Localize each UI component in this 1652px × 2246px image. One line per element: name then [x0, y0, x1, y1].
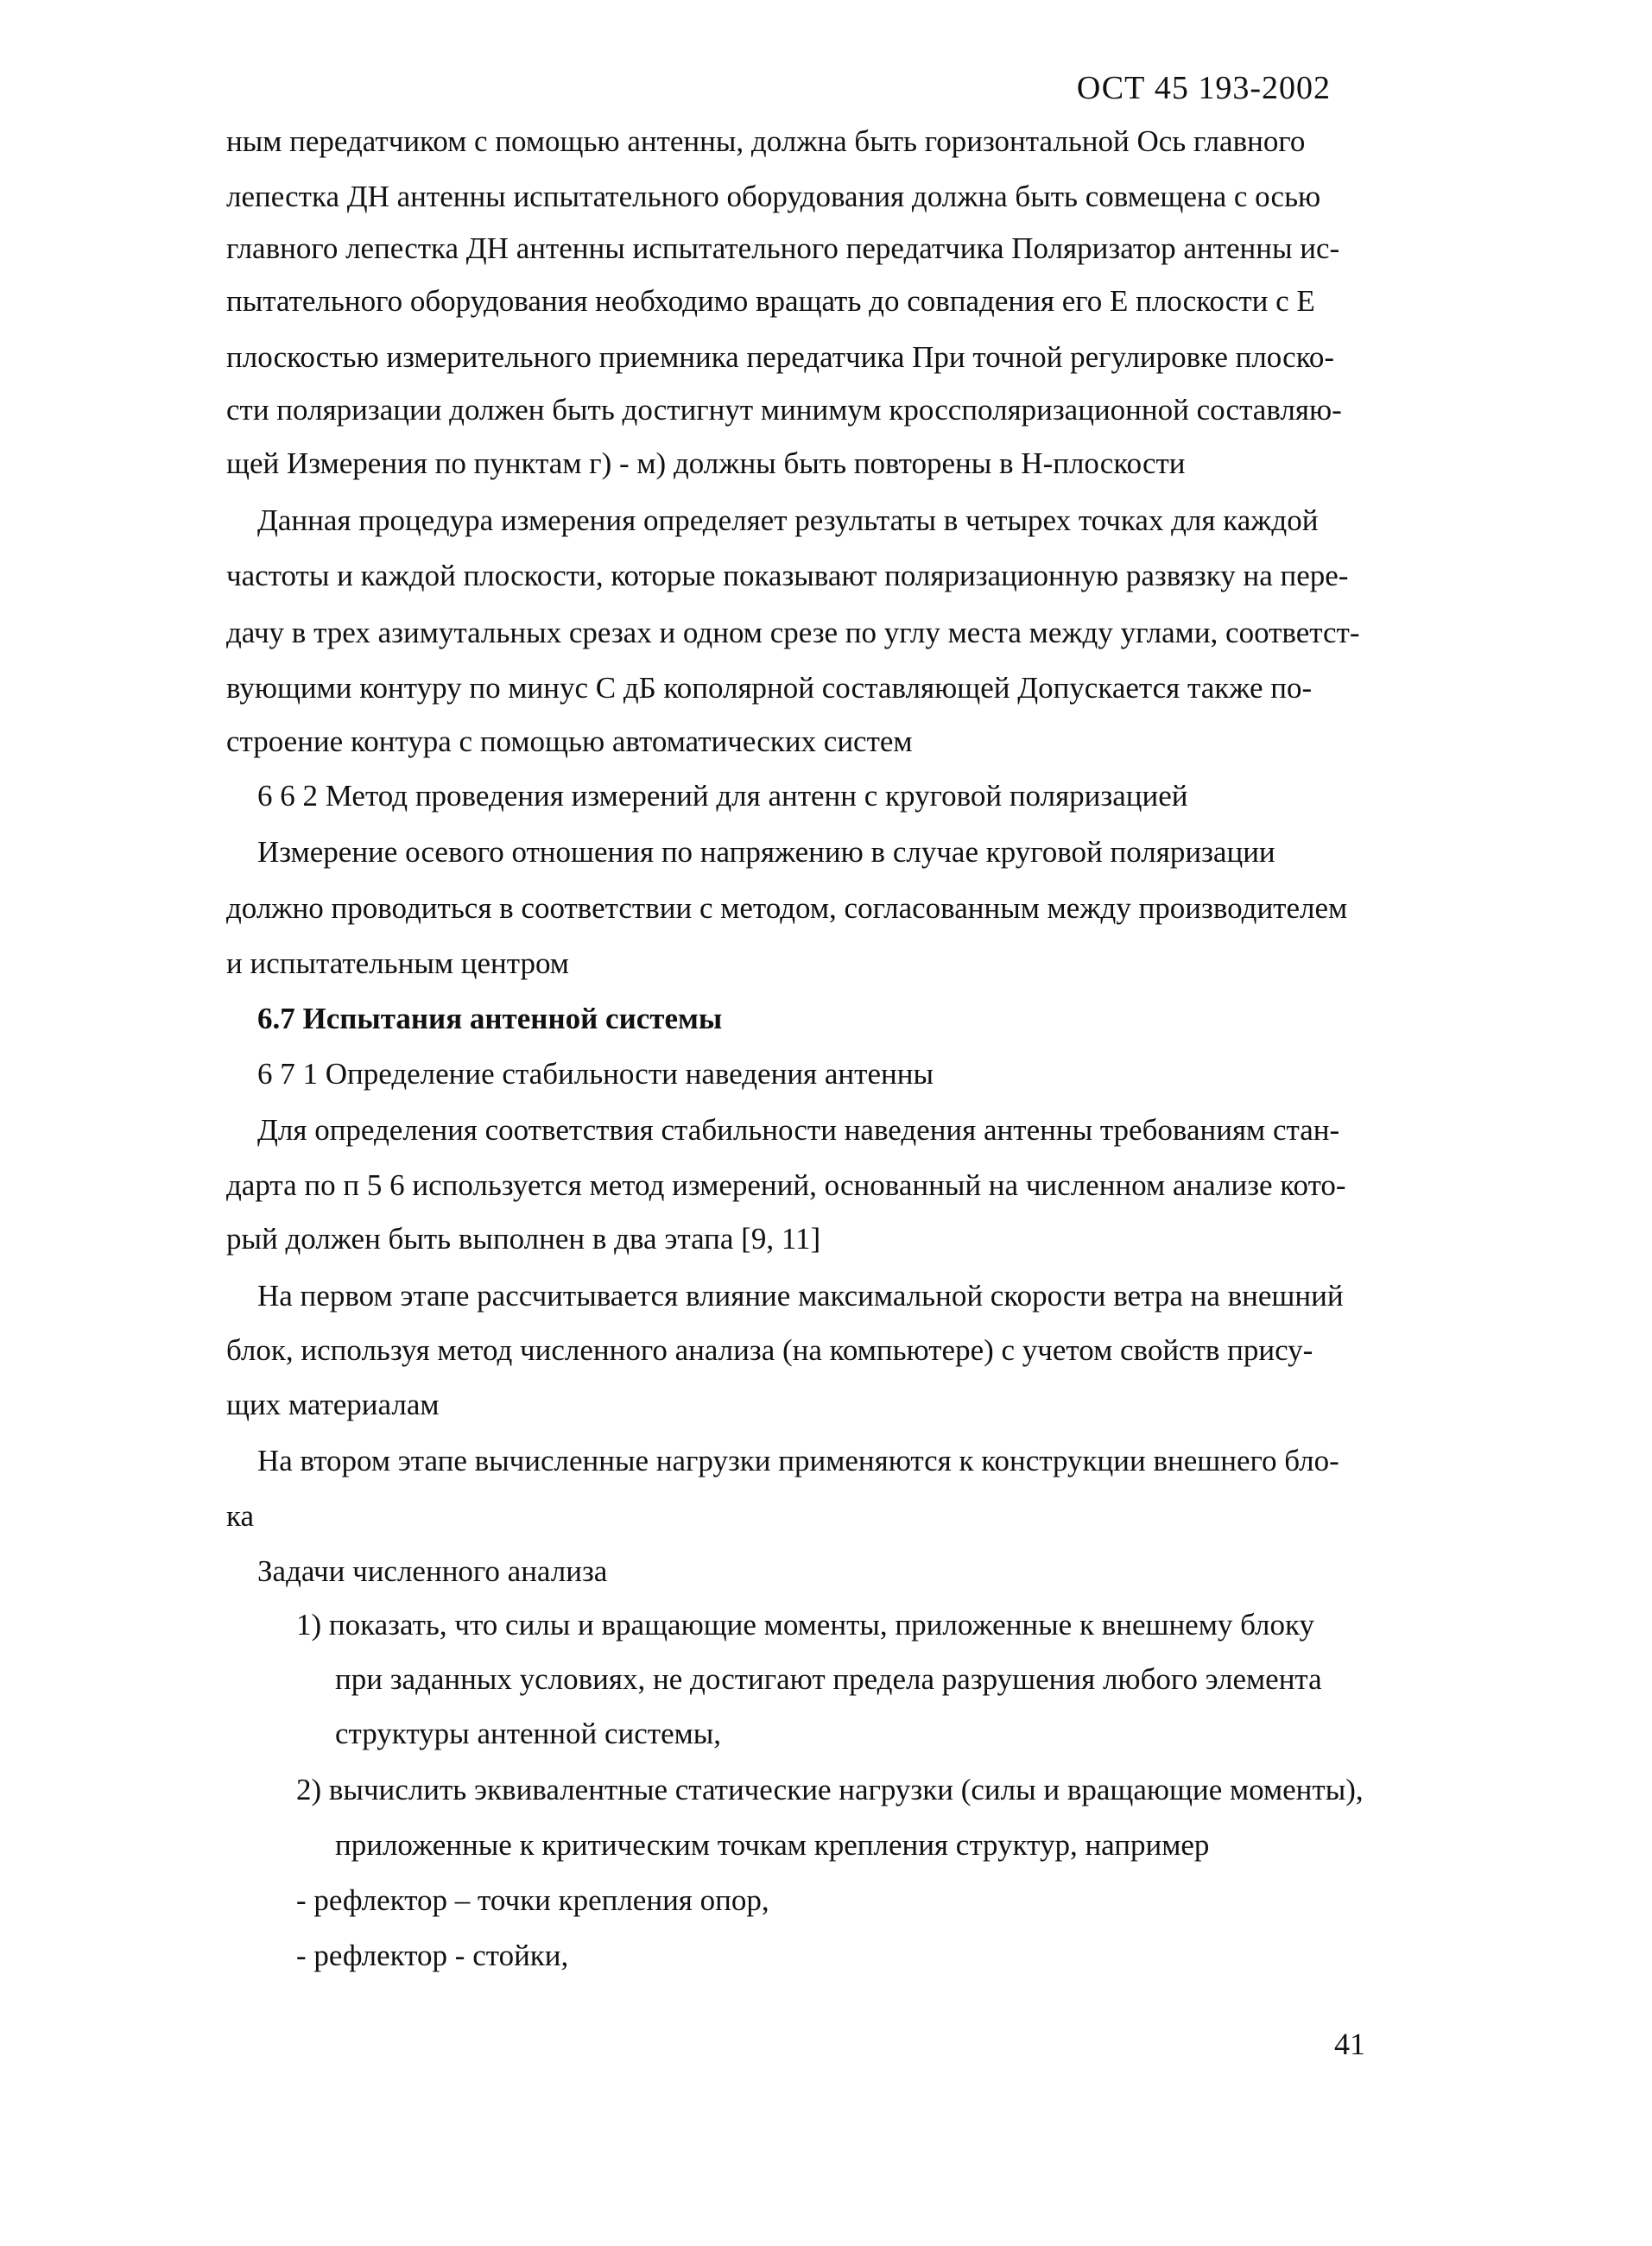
numbered-list-item-continuation: приложенные к критическим точкам крепления структур, например [335, 1828, 1210, 1862]
text-line: главного лепестка ДН антенны испытательного передатчика Поляризатор антенны ис- [226, 231, 1340, 265]
numbered-list-item-continuation: при заданных условиях, не достигают предела разрушения любого элемента [335, 1662, 1322, 1696]
text-line: На втором этапе вычисленные нагрузки применяются к конструкции внешнего бло- [257, 1444, 1339, 1477]
text-line: частоты и каждой плоскости, которые показывают поляризационную развязку на пере- [226, 559, 1349, 592]
dash-list-item: - рефлектор – точки крепления опор, [296, 1883, 769, 1917]
text-line: плоскостью измерительного приемника передатчика При точной регулировке плоско- [226, 340, 1335, 374]
dash-list-item: - рефлектор - стойки, [296, 1939, 569, 1972]
section-heading: 6 6 2 Метод проведения измерений для антенн с круговой поляризацией [257, 779, 1188, 813]
numbered-list-item: 1) показать, что силы и вращающие моменты, приложенные к внешнему блоку [296, 1608, 1315, 1642]
text-line: щих материалам [226, 1388, 440, 1421]
text-line: Для определения соответствия стабильности наведения антенны требованиям стан- [257, 1113, 1340, 1147]
text-line: блок, используя метод численного анализа (на компьютере) с учетом свойств прису- [226, 1333, 1313, 1367]
text-line: Данная процедура измерения определяет результаты в четырех точках для каждой [257, 503, 1319, 537]
text-line: дарта по п 5 6 используется метод измерений, основанный на численном анализе кото- [226, 1168, 1346, 1202]
text-line: ным передатчиком с помощью антенны, должна быть горизонтальной Ось главного [226, 124, 1306, 158]
page-number: 41 [1334, 2027, 1365, 2061]
numbered-list-item-continuation: структуры антенной системы, [335, 1717, 722, 1750]
text-line: строение контура с помощью автоматических систем [226, 724, 913, 758]
text-line: и испытательным центром [226, 946, 569, 980]
text-line: вующими контуру по минус С дБ кополярной составляющей Допускается также по- [226, 671, 1313, 705]
text-line: должно проводиться в соответствии с методом, согласованным между производителем [226, 891, 1348, 925]
numbered-list-item: 2) вычислить эквивалентные статические нагрузки (силы и вращающие моменты), [296, 1773, 1364, 1806]
text-line: ка [226, 1499, 255, 1533]
text-line: Измерение осевого отношения по напряжению в случае круговой поляризации [257, 835, 1275, 869]
text-line: сти поляризации должен быть достигнут минимум кроссполяризационной составляю- [226, 393, 1342, 427]
text-line: щей Измерения по пунктам г) - м) должны быть повторены в Н-плоскости [226, 446, 1186, 480]
text-line: лепестка ДН антенны испытательного оборудования должна быть совмещена с осью [226, 180, 1321, 213]
document-code-header: ОСТ 45 193-2002 [1076, 70, 1331, 106]
text-line: пытательного оборудования необходимо вращать до совпадения его Е плоскости с Е [226, 284, 1315, 318]
subsection-heading: 6 7 1 Определение стабильности наведения антенны [257, 1057, 934, 1091]
text-line: Задачи численного анализа [257, 1554, 608, 1588]
text-line: дачу в трех азимутальных срезах и одном срезе по углу места между углами, соответст- [226, 616, 1360, 649]
text-line: На первом этапе рассчитывается влияние максимальной скорости ветра на внешний [257, 1279, 1344, 1313]
text-line: рый должен быть выполнен в два этапа [9, 11] [226, 1222, 821, 1256]
section-title: 6.7 Испытания антенной системы [257, 1002, 723, 1035]
